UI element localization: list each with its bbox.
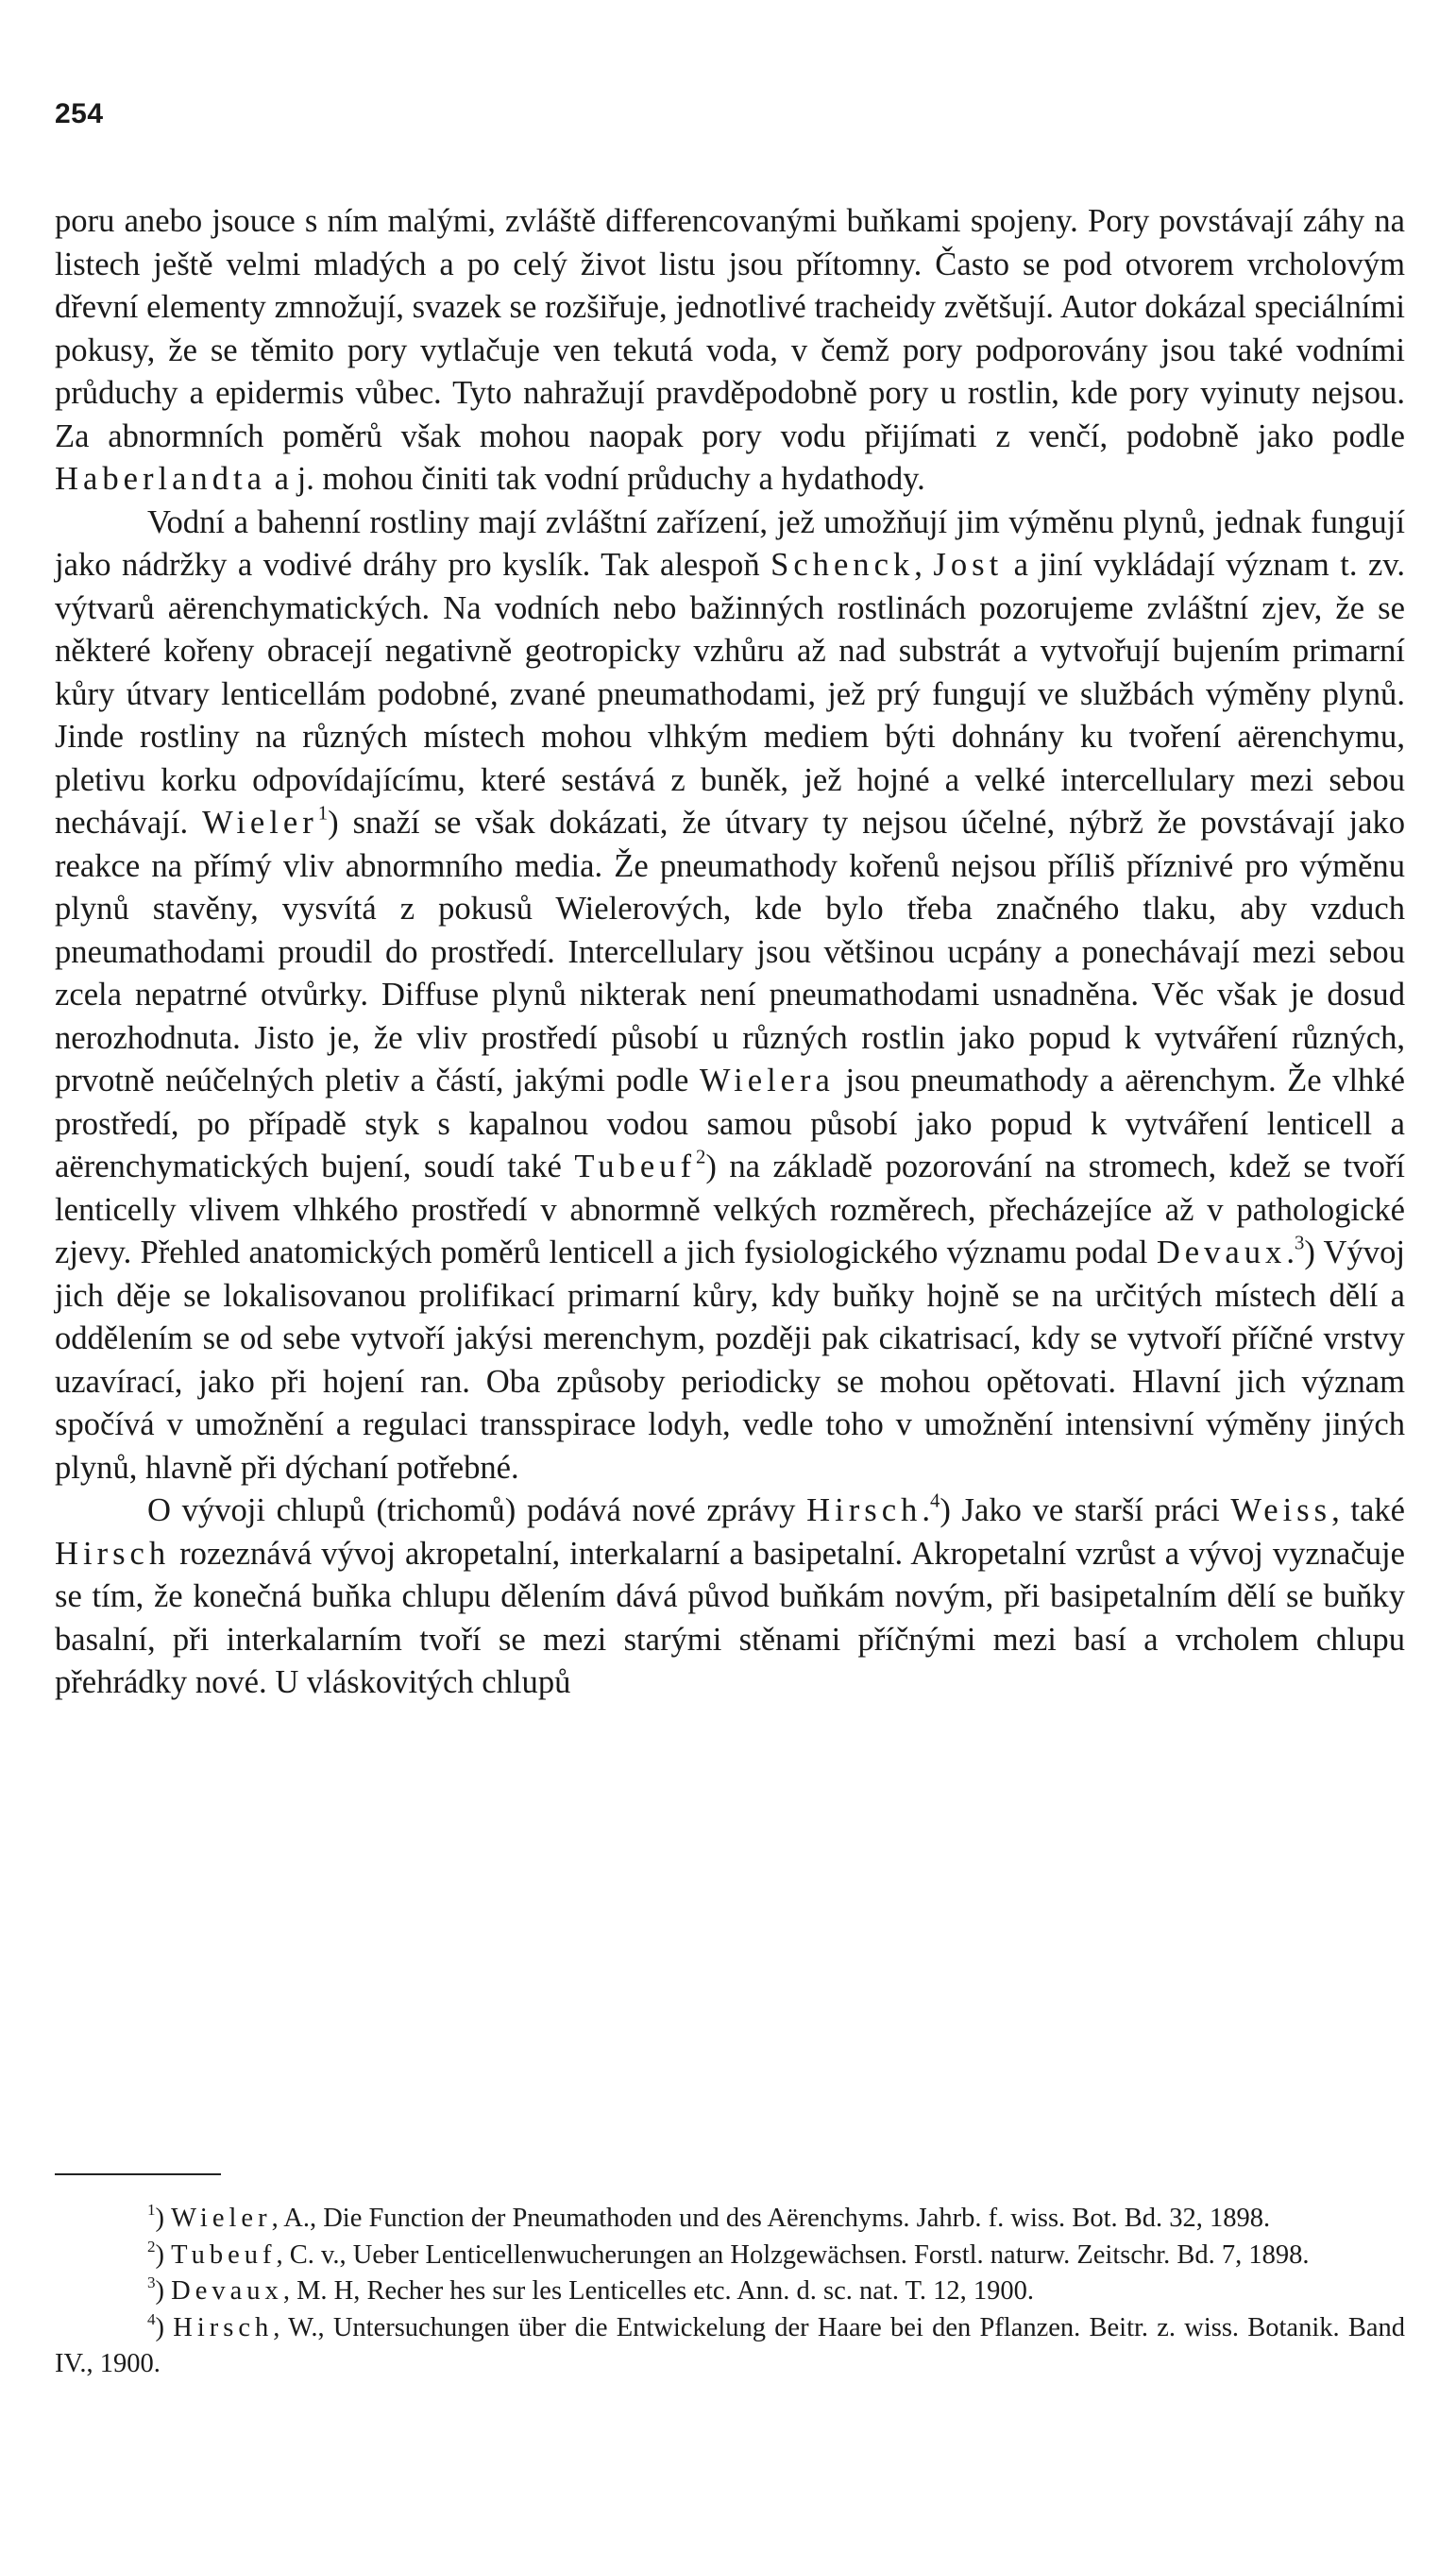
- text-run: a j. mohou činiti tak vodní průduchy a hydathody.: [265, 461, 925, 497]
- author-name: Wieler: [202, 805, 318, 841]
- author-name: Wieler: [171, 2204, 272, 2233]
- text-run: ,: [914, 547, 934, 583]
- footnote: [55, 2201, 1405, 2238]
- text-run: , také: [1331, 1492, 1405, 1528]
- text-run: O vývoji chlupů (trichomů) podává nové zprávy: [147, 1492, 807, 1528]
- text-run: jsou pneumathody a aërenchym. Že vlhké prostředí, po případě styk s kapalnou vodou samou působí jako popud k vytváření lenticell a aërenchymatických bujení, soudí také: [55, 1063, 1405, 1184]
- footnote-number-paren: ): [155, 2239, 172, 2270]
- text-run: , M. H, Recher hes sur les Lenticelles etc. Ann. d. sc. nat. T. 12, 1900.: [282, 2276, 1035, 2306]
- author-name: Schenck: [770, 547, 915, 583]
- author-name: Hirsch: [55, 1535, 171, 1572]
- footnote: [55, 2310, 1405, 2383]
- author-name: Devaux: [1156, 1234, 1287, 1270]
- text-run: rozeznává vývoj akropetalní, interkalarní a basipetalní. Akropetalní vzrůst a vývoj vyznačuje se tím, že konečná buňka chlupu dělením dává původ buňkám novým, při basipetalním dělí se buňky basalní, při interkalarním tvoří se mezi starými stěnami příčnými mezi basí a vrcholem chlupu přehrádky nové. U vláskovitých chlupů: [55, 1535, 1405, 1700]
- text-run: , A., Die Function der Pneumathoden und des Aërenchyms. Jahrb. f. wiss. Bot. Bd. 32, 1898.: [271, 2204, 1271, 2233]
- text-run: poru anebo jsouce s ním malými, zvláště differencovanými buňkami spojeny. Pory povstávají záhy na listech ještě velmi mladých a po celý život listu jsou přítomny. Často se pod otvorem vrcholovým dřevní elementy zmnožují, svazek se rozšiřuje, jednotlivé tracheidy zvětšují. Autor dokázal speciálními pokusy, že se těmito pory vytlačuje ven tekutá voda, v čemž pory podporovány jsou také vodními průduchy a epidermis vůbec. Tyto nahražují pravděpodobně pory u rostlin, kde pory vyinuty nejsou. Za abnormních poměrů však mohou naopak pory vodu přijímati z venčí, podobně jako podle: [55, 203, 1405, 454]
- paragraph: [55, 1490, 1405, 1705]
- author-name: Wielera: [699, 1063, 835, 1098]
- text-run: .: [922, 1492, 930, 1528]
- author-name: Haberlandta: [55, 461, 266, 497]
- footnote-ref: 1: [317, 803, 329, 825]
- footnote-number-paren: ): [155, 2312, 174, 2342]
- footnote-ref: 4: [930, 1490, 940, 1512]
- text-run: .: [1286, 1234, 1295, 1270]
- footnote-ref: 2: [696, 1147, 706, 1168]
- text-run: a jiní vykládají význam t. zv. výtvarů aërenchymatických. Na vodních nebo bažinných rostlinách pozorujeme zvláštní zjev, že se některé kořeny obracejí negativně geotropicky vzhůru až nad substrát a vytvořují bujením primarní kůry útvary lenticellám podobné, zvané pneumathodami, jež prý fungují ve službách výměny plynů. Jinde rostliny na různých místech mohou vlhkým mediem býti dohnány ku tvoření aërenchymu, pletivu korku odpovídajícímu, které sestává z buněk, jež hojné a velké intercellulary mezi sebou nechávají.: [55, 547, 1405, 841]
- author-name: Tubeuf: [171, 2239, 277, 2270]
- text-run: , W., Untersuchungen über die Entwickelung der Haare bei den Pflanzen. Beitr. z. wiss. Botanik. Band IV., 1900.: [55, 2312, 1405, 2378]
- text-run: , C. v., Ueber Lenticellenwucherungen an Holzgewächsen. Forstl. naturw. Zeitschr. Bd. 7, 1898.: [276, 2239, 1310, 2270]
- author-name: Jost: [933, 547, 1004, 583]
- author-name: Tubeuf: [574, 1149, 696, 1184]
- page-number: 254: [55, 98, 104, 129]
- footnote-number: 4: [147, 2309, 156, 2328]
- author-name: Hirsch: [806, 1492, 923, 1528]
- footnote-number-paren: ): [155, 2276, 172, 2306]
- footnote-divider: [55, 2173, 221, 2175]
- footnotes: [55, 2201, 1405, 2383]
- text-run: ) Jako ve starší práci: [940, 1492, 1231, 1528]
- text-run: Vodní a bahenní rostliny mají zvláštní zařízení, jež umožňují jim výměnu plynů, jednak fungují jako nádržky a vodivé dráhy pro kyslík. Tak alespoň: [55, 503, 1405, 583]
- text-run: ) Vývoj jich děje se lokalisovanou prolifikací primarní kůry, kdy buňky hojně se na určitých místech dělí a oddělením se od sebe vytvoří jakýsi merenchym, později pak cikatrisací, kdy se vytvoří příčné vrstvy uzavírací, jako při hojení ran. Oba způsoby periodicky se mohou opětovati. Hlavní jich význam spočívá v umožnění a regulaci transspirace lodyh, vedle toho v umožnění intensivní výměny jiných plynů, hlavně při dýchaní potřebné.: [55, 1234, 1405, 1486]
- footnote-number: 2: [147, 2237, 156, 2256]
- text-run: ) na základě pozorování na stromech, kdež se tvoří lenticelly vlivem vlhkého prostředí v abnormně velkých rozměrech, přecházejíce až v pathologické zjevy. Přehled anatomických poměrů lenticell a jich fysiologického významu podal: [55, 1149, 1405, 1270]
- footnote-ref: 3: [1295, 1233, 1305, 1254]
- footnote: [55, 2238, 1405, 2274]
- footnote-number: 3: [147, 2273, 156, 2292]
- author-name: Hirsch: [173, 2312, 274, 2342]
- footnote-number: 1: [147, 2201, 156, 2220]
- author-name: Weiss: [1230, 1492, 1332, 1528]
- paragraph: [55, 200, 1405, 502]
- body-text: [55, 200, 1405, 1705]
- footnote: [55, 2273, 1405, 2310]
- footnote-number-paren: ): [155, 2204, 172, 2233]
- paragraph: [55, 502, 1405, 1490]
- text-run: ) snaží se však dokázati, že útvary ty nejsou účelné, nýbrž že povstávají jako reakce na přímý vliv abnormního media. Že pneumathody kořenů nejsou příliš příznivé pro výměnu plynů stavěny, vysvítá z pokusů Wielerových, kde bylo třeba značného tlaku, aby vzduch pneumathodami proudil do prostředí. Intercellulary jsou většinou ucpány a ponechávají mezi sebou zcela nepatrné otvůrky. Diffuse plynů nikterak není pneumathodami usnadněna. Věc však je dosud nerozhodnuta. Jisto je, že vliv prostředí působí u různých rostlin jako popud k vytváření různých, prvotně neúčelných pletiv a částí, jakými podle: [55, 805, 1405, 1098]
- author-name: Devaux: [171, 2276, 283, 2306]
